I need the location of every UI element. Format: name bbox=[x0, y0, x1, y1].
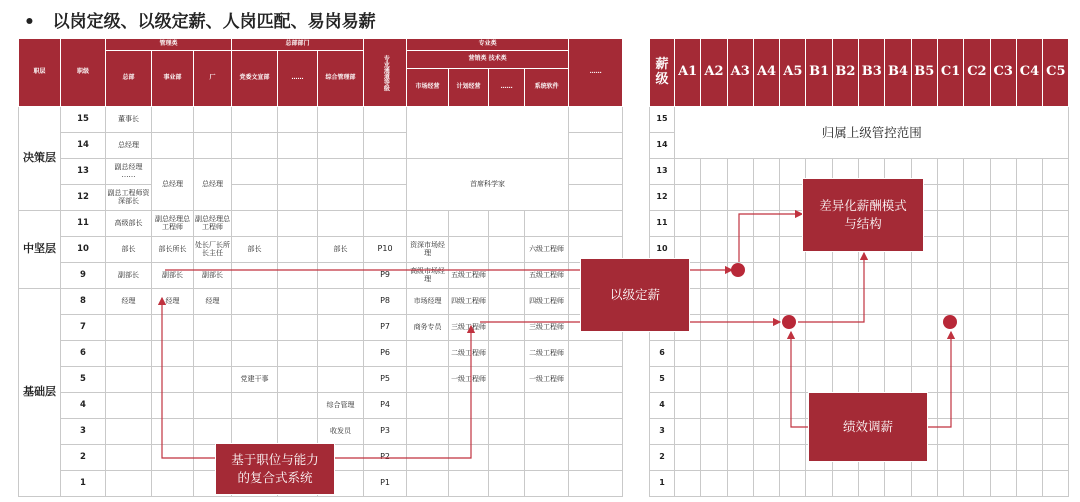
header-party-office: 党委文宣部 bbox=[232, 51, 278, 107]
grade-cell: 8 bbox=[61, 289, 106, 315]
software-cell: 一级工程师 bbox=[525, 367, 569, 393]
software-cell: 六级工程师 bbox=[525, 237, 569, 263]
layer-base: 基础层 bbox=[19, 289, 61, 497]
software-cell: 四级工程师 bbox=[525, 289, 569, 315]
salary-col-header: C1 bbox=[937, 39, 963, 107]
layer-decision: 决策层 bbox=[19, 107, 61, 211]
level-pay-box: 以级定薪 bbox=[580, 258, 690, 332]
salary-col-header: C4 bbox=[1016, 39, 1042, 107]
supervisor-range: 归属上级管控范围 bbox=[675, 107, 1069, 159]
salary-col-header: A1 bbox=[675, 39, 701, 107]
division-cell: 副部长 bbox=[152, 263, 194, 289]
header-ellipsis: …… bbox=[569, 39, 623, 107]
differentiated-pay-box: 差异化薪酬模式与结构 bbox=[802, 178, 924, 252]
p-level: P5 bbox=[364, 367, 407, 393]
market-cell: 商务专员 bbox=[407, 315, 449, 341]
factory-cell: 经理 bbox=[194, 289, 232, 315]
salary-col-header: B1 bbox=[806, 39, 832, 107]
tech-cell: 三级工程师 bbox=[449, 315, 489, 341]
arrow-perf-right bbox=[928, 332, 951, 427]
header-grade: 职级 bbox=[61, 39, 106, 107]
salary-level: 15 bbox=[650, 107, 675, 133]
arrow-to-diff-bottom bbox=[798, 253, 864, 322]
header-pro-ellipsis: …… bbox=[489, 69, 525, 107]
salary-level: 2 bbox=[650, 445, 675, 471]
market-cell: 市场经理 bbox=[407, 289, 449, 315]
factory-cell: 处长厂长所长主任 bbox=[194, 237, 232, 263]
hq-cell: 总经理 bbox=[106, 133, 152, 159]
grade-cell: 9 bbox=[61, 263, 106, 289]
salary-level: 14 bbox=[650, 133, 675, 159]
tech-cell: 二级工程师 bbox=[449, 341, 489, 367]
tech-cell: 一级工程师 bbox=[449, 367, 489, 393]
chief-scientist-cell: 首席科学家 bbox=[407, 159, 569, 211]
salary-col-header: C3 bbox=[990, 39, 1016, 107]
salary-col-header: B4 bbox=[885, 39, 911, 107]
hq-cell: 副总经理 …… bbox=[106, 159, 152, 185]
node-circle bbox=[943, 315, 957, 329]
header-pro-path: 专业通道等级 bbox=[364, 39, 407, 107]
general-cell: 综合管理 bbox=[318, 393, 364, 419]
grade-cell: 10 bbox=[61, 237, 106, 263]
salary-level: 13 bbox=[650, 159, 675, 185]
layer-middle: 中坚层 bbox=[19, 211, 61, 289]
salary-level: 4 bbox=[650, 393, 675, 419]
tech-cell: 五级工程师 bbox=[449, 263, 489, 289]
software-cell: 二级工程师 bbox=[525, 341, 569, 367]
grade-cell: 4 bbox=[61, 393, 106, 419]
grade-cell: 5 bbox=[61, 367, 106, 393]
general-cell: 收发员 bbox=[318, 419, 364, 445]
salary-level: 5 bbox=[650, 367, 675, 393]
header-hq-dept: 总部部门 bbox=[232, 39, 364, 51]
header-management: 管理类 bbox=[106, 39, 232, 51]
hq-cell: 副总工程师资深部长 bbox=[106, 185, 152, 211]
salary-col-header: B2 bbox=[832, 39, 858, 107]
salary-level: 6 bbox=[650, 341, 675, 367]
p-level: P8 bbox=[364, 289, 407, 315]
general-cell: 部长 bbox=[318, 237, 364, 263]
grade-cell: 1 bbox=[61, 471, 106, 497]
salary-corner: 薪级 bbox=[650, 39, 675, 107]
hq-cell: 经理 bbox=[106, 289, 152, 315]
header-hq: 总部 bbox=[106, 51, 152, 107]
header-general-mgmt: 综合管理部 bbox=[318, 51, 364, 107]
party-cell: 党建干事 bbox=[232, 367, 278, 393]
salary-col-header: A3 bbox=[727, 39, 753, 107]
salary-col-header: A5 bbox=[780, 39, 806, 107]
salary-level: 1 bbox=[650, 471, 675, 497]
header-hq-ellipsis: …… bbox=[278, 51, 318, 107]
salary-col-header: A2 bbox=[701, 39, 727, 107]
division-cell: 总经理 bbox=[152, 159, 194, 211]
factory-cell: 副总经理总工程师 bbox=[194, 211, 232, 237]
division-cell: 部长所长 bbox=[152, 237, 194, 263]
market-cell: 资深市场经理 bbox=[407, 237, 449, 263]
salary-col-header: A4 bbox=[753, 39, 779, 107]
salary-level: 10 bbox=[650, 237, 675, 263]
composite-system-box: 基于职位与能力的复合式系统 bbox=[215, 443, 335, 495]
salary-col-header: B3 bbox=[859, 39, 885, 107]
hq-cell: 高级部长 bbox=[106, 211, 152, 237]
market-cell: 高级市场经理 bbox=[407, 263, 449, 289]
performance-pay-box: 绩效调薪 bbox=[808, 392, 928, 462]
p-level: P1 bbox=[364, 471, 407, 497]
division-cell: 副总经理总工程师 bbox=[152, 211, 194, 237]
p-level: P4 bbox=[364, 393, 407, 419]
p-level: P3 bbox=[364, 419, 407, 445]
grade-cell: 14 bbox=[61, 133, 106, 159]
grade-cell: 13 bbox=[61, 159, 106, 185]
header-level: 职层 bbox=[19, 39, 61, 107]
header-pro-sub: 营销类 技术类 bbox=[407, 51, 569, 69]
salary-col-header: B5 bbox=[911, 39, 937, 107]
salary-level: 11 bbox=[650, 211, 675, 237]
party-cell: 部长 bbox=[232, 237, 278, 263]
arrow-to-diff-left bbox=[739, 214, 802, 262]
node-circle bbox=[731, 263, 745, 277]
salary-col-header: C5 bbox=[1043, 39, 1069, 107]
p-level: P7 bbox=[364, 315, 407, 341]
grade-cell: 11 bbox=[61, 211, 106, 237]
software-cell: 五级工程师 bbox=[525, 263, 569, 289]
header-factory: 厂 bbox=[194, 51, 232, 107]
arrow-composite-to-p7 bbox=[335, 326, 471, 458]
hq-cell: 副部长 bbox=[106, 263, 152, 289]
tech-cell: 四级工程师 bbox=[449, 289, 489, 315]
software-cell: 三级工程师 bbox=[525, 315, 569, 341]
header-software: 系统软件 bbox=[525, 69, 569, 107]
arrow-composite-to-p9 bbox=[162, 298, 215, 458]
grade-cell: 15 bbox=[61, 107, 106, 133]
header-division: 事业部 bbox=[152, 51, 194, 107]
grade-cell: 3 bbox=[61, 419, 106, 445]
factory-cell: 副部长 bbox=[194, 263, 232, 289]
node-circle bbox=[782, 315, 796, 329]
p-level: P2 bbox=[364, 445, 407, 471]
arrow-perf-left bbox=[791, 332, 808, 427]
grade-cell: 2 bbox=[61, 445, 106, 471]
salary-level: 12 bbox=[650, 185, 675, 211]
salary-level: 3 bbox=[650, 419, 675, 445]
division-cell: 经理 bbox=[152, 289, 194, 315]
page-title: • 以岗定级、以级定薪、人岗匹配、易岗易薪 bbox=[24, 12, 376, 32]
p-level: P10 bbox=[364, 237, 407, 263]
p-level: P6 bbox=[364, 341, 407, 367]
salary-col-header: C2 bbox=[964, 39, 990, 107]
p-level: P9 bbox=[364, 263, 407, 289]
grade-cell: 6 bbox=[61, 341, 106, 367]
grade-cell: 7 bbox=[61, 315, 106, 341]
header-market: 市场经营 bbox=[407, 69, 449, 107]
factory-cell: 总经理 bbox=[194, 159, 232, 211]
hq-cell: 董事长 bbox=[106, 107, 152, 133]
grade-cell: 12 bbox=[61, 185, 106, 211]
header-pro: 专业类 bbox=[407, 39, 569, 51]
header-plan: 计划经营 bbox=[449, 69, 489, 107]
hq-cell: 部长 bbox=[106, 237, 152, 263]
